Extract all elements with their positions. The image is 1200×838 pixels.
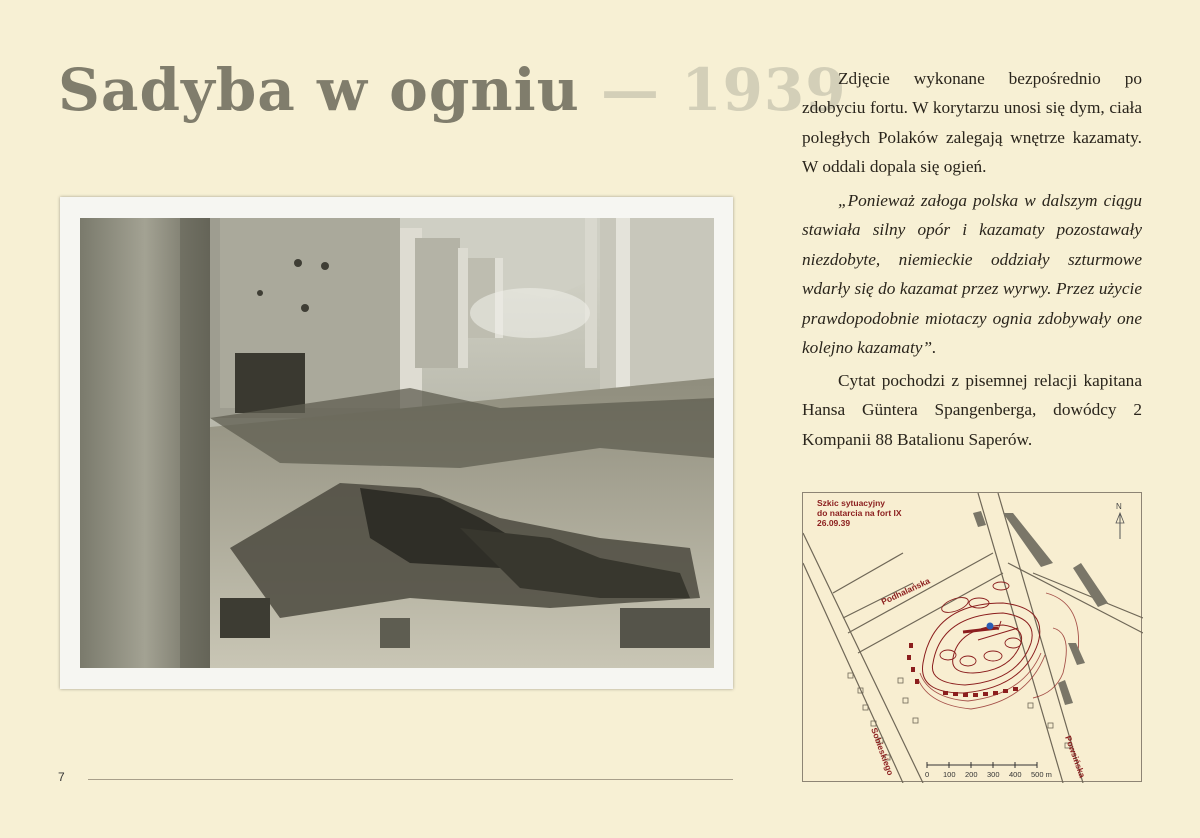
scale-bar <box>925 762 1052 779</box>
map-roads <box>803 493 1143 783</box>
quote-source: Cytat pochodzi z pisemnej relacji kapitana Hansa Güntera Spangenberga, dowódcy 2 Kompanii 88 Batalionu Saperów. <box>802 371 1142 449</box>
page-number: 7 <box>58 770 65 784</box>
map-drawing <box>803 493 1143 783</box>
street-podhalanska: Podhalańska <box>879 575 932 607</box>
street-powsinska: Powsińska <box>1063 734 1088 779</box>
quote-text: „Ponieważ załoga polska w dalszym ciągu stawiała silny opór i kazamaty pozostawały niezdobyte, niemieckie oddziały szturmowe wdarły się do kazamat przez wyrwy. Przez użycie prawdopodobnie miotaczy ognia zdobywały one kolejno kazamaty”. <box>802 191 1142 358</box>
north-arrow <box>1116 502 1124 539</box>
scale-label: 300 <box>987 770 1000 779</box>
north-label: N <box>1116 502 1122 511</box>
historical-photo <box>60 197 733 689</box>
attack-line <box>963 628 998 632</box>
scale-label: 200 <box>965 770 978 779</box>
situation-map <box>802 492 1142 782</box>
title-main: Sadyba w ogniu <box>58 56 580 124</box>
scale-label: 0 <box>925 770 930 779</box>
street-labels <box>869 575 1088 779</box>
map-title-line: do natarcia na fort IX <box>817 508 902 518</box>
map-title <box>817 498 902 528</box>
photo-caption: Zdjęcie wykonane bezpośrednio po zdobyciu fortu. W korytarzu unosi się dym, ciała poległych Polaków zalegają wnętrze kazamaty. W oddali dopala się ogień. <box>802 69 1142 177</box>
title-dash: — <box>601 56 660 124</box>
scale-label: 100 <box>943 770 956 779</box>
building-blocks <box>973 511 1108 705</box>
photo-image <box>80 218 714 668</box>
footer-divider <box>88 779 733 780</box>
scale-label: 400 <box>1009 770 1022 779</box>
casemates <box>940 582 1021 666</box>
map-title-line: 26.09.39 <box>817 518 851 528</box>
title-year: 1939 <box>681 56 847 124</box>
attack-marker <box>987 623 994 630</box>
map-title-line: Szkic sytuacyjny <box>817 498 886 508</box>
street-sobieskiego: Sobieskiego <box>869 726 896 777</box>
page-title <box>58 52 847 128</box>
scale-label: 500 m <box>1031 770 1052 779</box>
